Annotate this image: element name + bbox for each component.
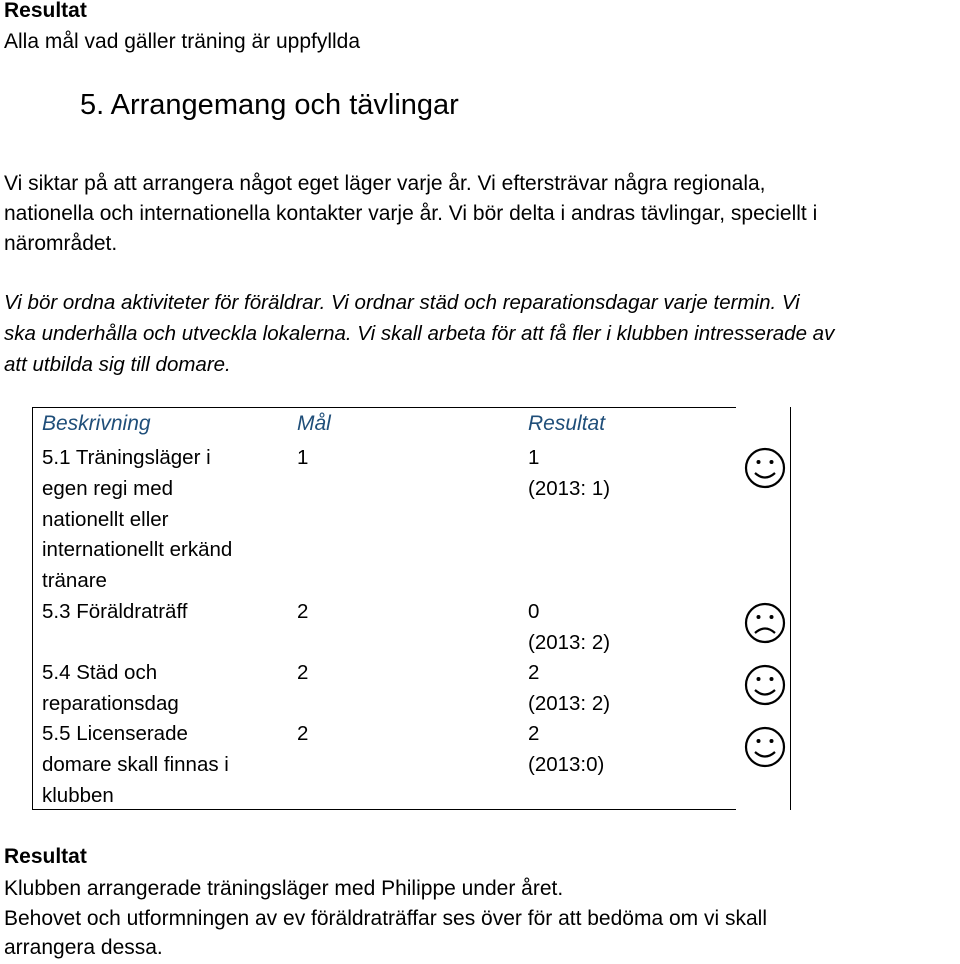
bottom-result-line: Klubben arrangerade träningsläger med Philippe under året. — [4, 877, 564, 900]
result-value: 2 — [528, 661, 540, 684]
result-value: 2 — [528, 722, 540, 745]
row-result — [528, 719, 604, 781]
result-value: 0 — [528, 600, 540, 623]
header-result: Resultat — [528, 412, 606, 435]
frown-icon — [744, 602, 786, 644]
bottom-result-heading: Resultat — [4, 845, 87, 868]
paragraph-line: närområdet. — [4, 232, 118, 255]
description-line: domare skall finnas i — [42, 752, 229, 776]
bottom-result-line: arrangera dessa. — [4, 936, 163, 959]
row-goal: 2 — [297, 600, 309, 623]
row-description — [42, 719, 229, 811]
top-result-heading: Resultat — [4, 0, 87, 22]
description-line: egen regi med — [42, 476, 174, 500]
row-result — [528, 597, 610, 659]
result-value: 1 — [528, 446, 540, 469]
italic-paragraph-line: ska underhålla och utveckla lokalerna. Vi skall arbeta för att få fler i klubben intresserade av — [4, 322, 835, 345]
header-goal: Mål — [297, 412, 331, 435]
top-result-text: Alla mål vad gäller träning är uppfyllda — [4, 30, 361, 53]
result-previous: (2013: 1) — [528, 476, 611, 500]
row-goal: 1 — [297, 446, 309, 469]
row-description — [42, 443, 232, 597]
description-line: 5.4 Städ och — [42, 661, 158, 684]
result-previous: (2013:0) — [528, 752, 605, 776]
result-previous: (2013: 2) — [528, 691, 611, 715]
italic-paragraph-line: att utbilda sig till domare. — [4, 353, 231, 376]
description-line: tränare — [42, 569, 107, 593]
row-result — [528, 658, 610, 720]
result-previous: (2013: 2) — [528, 630, 611, 654]
smile-icon — [744, 447, 786, 489]
description-line: 5.5 Licenserade — [42, 722, 188, 745]
description-line: internationellt erkänd — [42, 538, 233, 562]
section-title: 5. Arrangemang och tävlingar — [80, 89, 459, 121]
bottom-result-line: Behovet och utformningen av ev föräldraträffar ses över för att bedöma om vi skall — [4, 907, 767, 930]
row-description — [42, 658, 179, 720]
row-result — [528, 443, 610, 505]
row-goal: 2 — [297, 661, 309, 684]
row-goal: 2 — [297, 722, 309, 745]
description-line: reparationsdag — [42, 691, 179, 715]
italic-paragraph-line: Vi bör ordna aktiviteter för föräldrar. Vi ordnar städ och reparationsdagar varje termin. Vi — [4, 291, 800, 314]
smile-icon — [744, 726, 786, 768]
description-line: 5.1 Träningsläger i — [42, 446, 211, 469]
description-line: nationellt eller — [42, 507, 169, 531]
row-description — [42, 597, 187, 628]
description-line: klubben — [42, 783, 114, 807]
paragraph-line: Vi siktar på att arrangera något eget läger varje år. Vi eftersträvar några regionala, — [4, 172, 766, 195]
description-line: 5.3 Föräldraträff — [42, 600, 188, 623]
header-description: Beskrivning — [42, 412, 151, 435]
paragraph-line: nationella och internationella kontakter varje år. Vi bör delta i andras tävlingar, speciellt i — [4, 202, 818, 225]
smile-icon — [744, 664, 786, 706]
